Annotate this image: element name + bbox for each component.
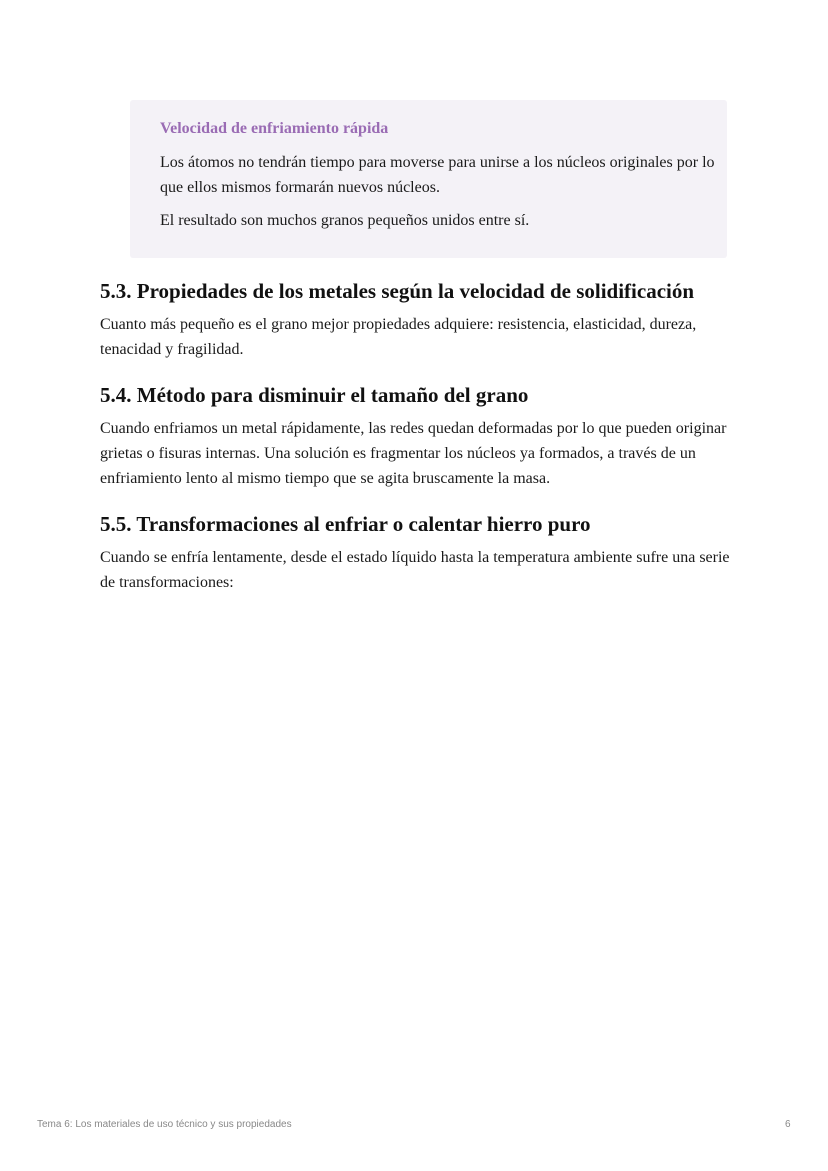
section-text-5-3: Cuanto más pequeño es el grano mejor propiedades adquiere: resistencia, elasticidad, dureza, tenacidad y fragilidad. bbox=[100, 316, 697, 358]
section-text-5-5: Cuando se enfría lentamente, desde el estado líquido hasta la temperatura ambiente sufre una serie de transformaciones: bbox=[100, 549, 730, 591]
section-text-5-4: Cuando enfriamos un metal rápidamente, las redes quedan deformadas por lo que pueden originar grietas o fisuras internas. Una solución es fragmentar los núcleos ya formados, a través de un enfriamiento lento al mismo tiempo que se agita bruscamente la masa. bbox=[100, 420, 727, 487]
callout-paragraph: El resultado son muchos granos pequeños unidos entre sí. bbox=[160, 212, 530, 229]
callout-title: Velocidad de enfriamiento rápida bbox=[160, 120, 389, 137]
page-number: 6 bbox=[785, 1119, 791, 1130]
section-heading-5-3: 5.3. Propiedades de los metales según la velocidad de solidificación bbox=[100, 279, 695, 303]
callout-box bbox=[130, 100, 727, 258]
footer-title: Tema 6: Los materiales de uso técnico y sus propiedades bbox=[37, 1119, 292, 1130]
section-heading-5-5: 5.5. Transformaciones al enfriar o calentar hierro puro bbox=[100, 512, 591, 536]
callout-paragraph: Los átomos no tendrán tiempo para moverse para unirse a los núcleos originales por lo que ellos mismos formarán nuevos núcleos. bbox=[160, 154, 715, 196]
section-heading-5-4: 5.4. Método para disminuir el tamaño del grano bbox=[100, 383, 529, 407]
